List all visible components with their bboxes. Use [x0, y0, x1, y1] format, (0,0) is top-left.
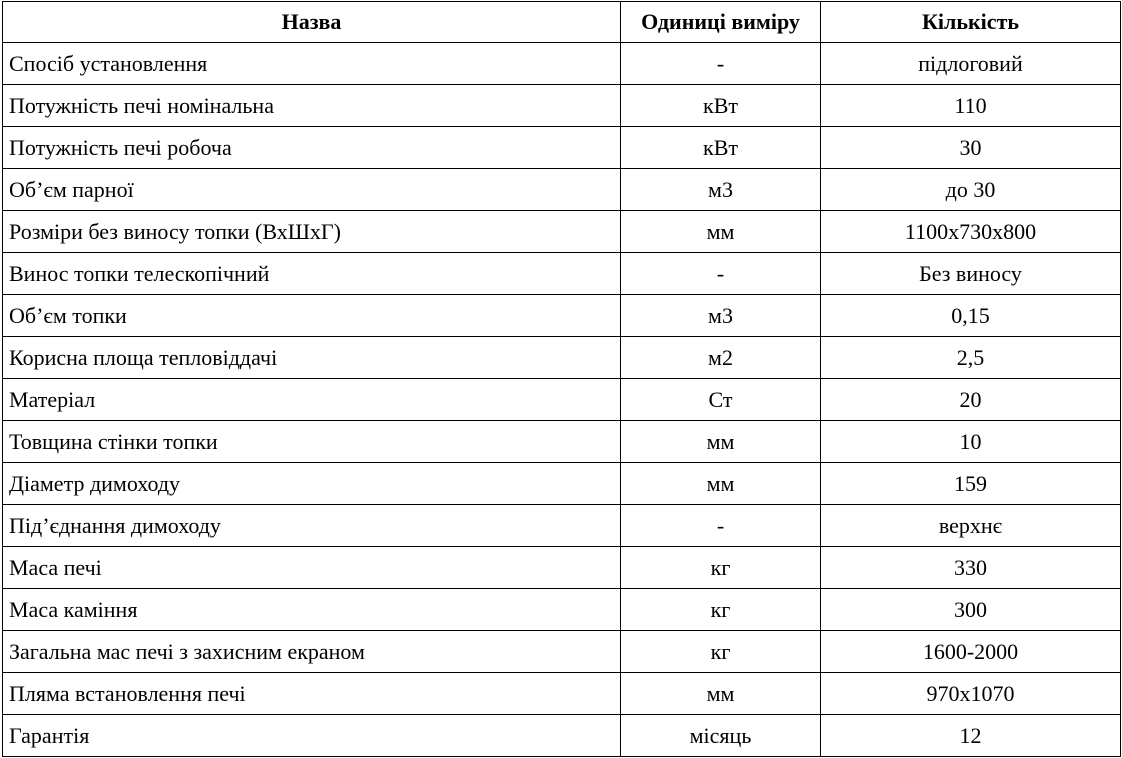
- row-quantity: 20: [821, 379, 1121, 421]
- row-unit: Ст: [621, 379, 821, 421]
- row-quantity: Без виносу: [821, 253, 1121, 295]
- table-row: [3, 589, 1121, 631]
- table-row: [3, 673, 1121, 715]
- row-unit: кВт: [621, 127, 821, 169]
- row-quantity: 330: [821, 547, 1121, 589]
- table-row: [3, 463, 1121, 505]
- row-quantity: 110: [821, 85, 1121, 127]
- row-unit: -: [621, 505, 821, 547]
- table-row: [3, 169, 1121, 211]
- table-row: [3, 631, 1121, 673]
- header-unit: Одиниці виміру: [621, 2, 821, 43]
- row-quantity: верхнє: [821, 505, 1121, 547]
- row-unit: -: [621, 253, 821, 295]
- row-unit: м2: [621, 337, 821, 379]
- table-row: [3, 337, 1121, 379]
- table-row: [3, 421, 1121, 463]
- row-unit: кг: [621, 589, 821, 631]
- row-quantity: 1600-2000: [821, 631, 1121, 673]
- row-quantity: 30: [821, 127, 1121, 169]
- row-unit: мм: [621, 211, 821, 253]
- row-unit: кг: [621, 631, 821, 673]
- row-name: Товщина стінки топки: [3, 421, 621, 463]
- row-quantity: 159: [821, 463, 1121, 505]
- row-unit: -: [621, 43, 821, 85]
- row-name: Винос топки телескопічний: [3, 253, 621, 295]
- row-name: Спосіб установлення: [3, 43, 621, 85]
- table-header-row: [3, 2, 1121, 43]
- row-name: Під’єднання димоходу: [3, 505, 621, 547]
- row-name: Пляма встановлення печі: [3, 673, 621, 715]
- row-name: Об’єм топки: [3, 295, 621, 337]
- row-unit: м3: [621, 295, 821, 337]
- table-row: [3, 379, 1121, 421]
- row-name: Діаметр димоходу: [3, 463, 621, 505]
- row-name: Потужність печі робоча: [3, 127, 621, 169]
- table-row: [3, 547, 1121, 589]
- row-quantity: 970х1070: [821, 673, 1121, 715]
- row-quantity: 2,5: [821, 337, 1121, 379]
- row-quantity: 1100х730х800: [821, 211, 1121, 253]
- row-unit: мм: [621, 421, 821, 463]
- row-name: Маса каміння: [3, 589, 621, 631]
- header-quantity: Кількість: [821, 2, 1121, 43]
- table-row: [3, 253, 1121, 295]
- table-row: [3, 295, 1121, 337]
- table-row: [3, 715, 1121, 757]
- row-name: Загальна мас печі з захисним екраном: [3, 631, 621, 673]
- row-unit: мм: [621, 673, 821, 715]
- row-unit: м3: [621, 169, 821, 211]
- row-name: Розміри без виносу топки (ВхШхГ): [3, 211, 621, 253]
- row-quantity: підлоговий: [821, 43, 1121, 85]
- header-name: Назва: [3, 2, 621, 43]
- row-quantity: 0,15: [821, 295, 1121, 337]
- row-name: Потужність печі номінальна: [3, 85, 621, 127]
- row-unit: кг: [621, 547, 821, 589]
- table-row: [3, 85, 1121, 127]
- row-name: Матеріал: [3, 379, 621, 421]
- row-name: Корисна площа тепловіддачі: [3, 337, 621, 379]
- table-row: [3, 127, 1121, 169]
- table-row: [3, 505, 1121, 547]
- row-quantity: 300: [821, 589, 1121, 631]
- table-row: [3, 211, 1121, 253]
- row-name: Маса печі: [3, 547, 621, 589]
- row-unit: місяць: [621, 715, 821, 757]
- row-name: Гарантія: [3, 715, 621, 757]
- row-quantity: 12: [821, 715, 1121, 757]
- row-unit: мм: [621, 463, 821, 505]
- row-quantity: 10: [821, 421, 1121, 463]
- spec-table: [2, 1, 1121, 757]
- row-name: Об’єм парної: [3, 169, 621, 211]
- row-unit: кВт: [621, 85, 821, 127]
- table-row: [3, 43, 1121, 85]
- row-quantity: до 30: [821, 169, 1121, 211]
